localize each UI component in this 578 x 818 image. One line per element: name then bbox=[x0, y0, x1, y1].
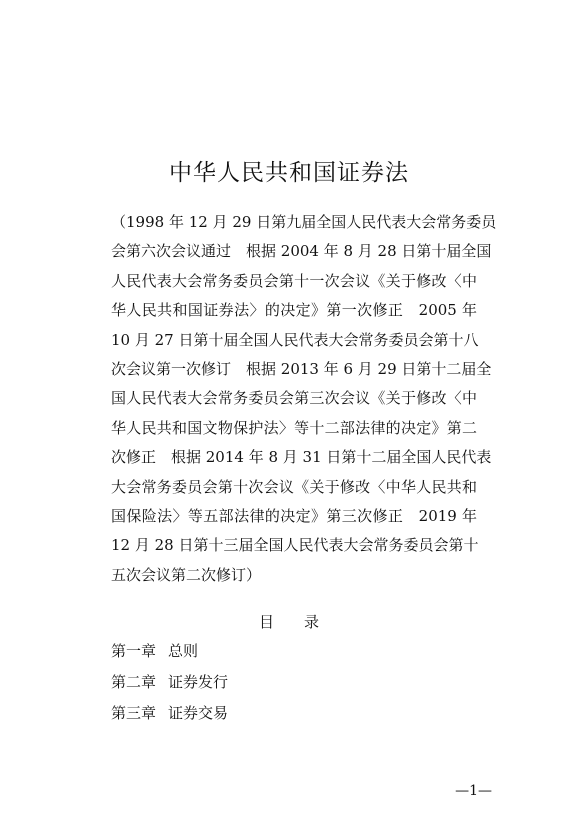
preamble-line: 国保险法〉等五部法律的决定》第三次修正 2019 年 bbox=[111, 506, 477, 525]
preamble-line: 大会常务委员会第十次会议《关于修改〈中华人民共和 bbox=[111, 477, 477, 496]
preamble-line: 华人民共和国证券法〉的决定》第一次修正 2005 年 bbox=[111, 301, 477, 320]
preamble-line: 国人民代表大会常务委员会第三次会议《关于修改〈中 bbox=[111, 389, 477, 408]
toc-chapter-name: 证券交易 bbox=[168, 704, 229, 722]
preamble-line: 10 月 27 日第十届全国人民代表大会常务委员会第十八 bbox=[111, 330, 479, 349]
preamble-line: 次会议第一次修订 根据 2013 年 6 月 29 日第十二届全 bbox=[111, 359, 492, 378]
page-number: —1— bbox=[455, 783, 492, 799]
toc-chapter-number: 第三章 bbox=[111, 704, 157, 722]
toc-entry-chapter-2[interactable] bbox=[111, 671, 411, 702]
table-of-contents-heading: 目录 bbox=[258, 613, 349, 631]
document-title: 中华人民共和国证券法 bbox=[169, 160, 409, 186]
preamble-line: 会第六次会议通过 根据 2004 年 8 月 28 日第十届全国 bbox=[111, 242, 492, 261]
preamble-line: 五次会议第二次修订） bbox=[111, 565, 262, 584]
toc-entry-chapter-1[interactable] bbox=[111, 640, 411, 671]
toc-entry-chapter-3[interactable] bbox=[111, 702, 411, 733]
legislative-history-preamble bbox=[111, 208, 497, 590]
preamble-line: 华人民共和国文物保护法〉等十二部法律的决定》第二 bbox=[111, 418, 477, 437]
table-of-contents bbox=[111, 640, 411, 733]
preamble-line: 12 月 28 日第十三届全国人民代表大会常务委员会第十 bbox=[111, 536, 479, 555]
preamble-line: 次修正 根据 2014 年 8 月 31 日第十二届全国人民代表 bbox=[111, 448, 492, 467]
toc-chapter-name: 总则 bbox=[168, 642, 199, 660]
toc-chapter-number: 第二章 bbox=[111, 673, 157, 691]
toc-chapter-name: 证券发行 bbox=[168, 673, 229, 691]
toc-chapter-number: 第一章 bbox=[111, 642, 157, 660]
preamble-line: （1998 年 12 月 29 日第九届全国人民代表大会常务委员 bbox=[111, 213, 497, 231]
preamble-line: 人民代表大会常务委员会第十一次会议《关于修改〈中 bbox=[111, 271, 477, 290]
